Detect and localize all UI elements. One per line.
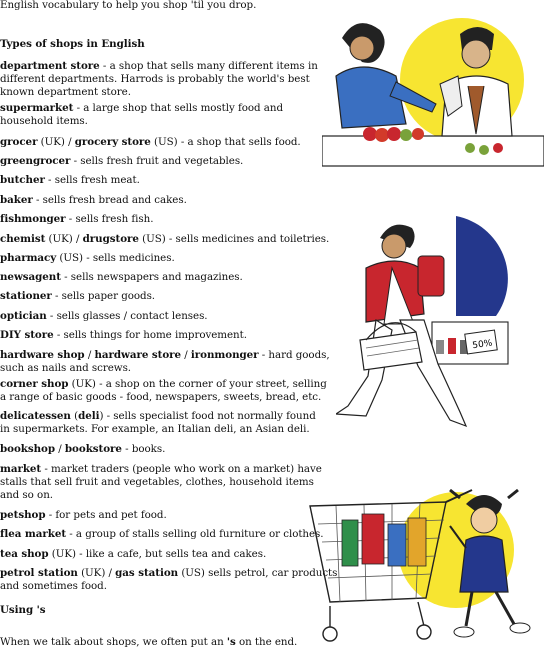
definition-text: (UK) /: [37, 136, 75, 148]
sale-sign-text: 50%: [471, 338, 494, 352]
definition-text: and so on.: [0, 489, 53, 501]
shop-term: deli: [78, 410, 100, 422]
definition-text: - sells fresh bread and cakes.: [32, 194, 187, 206]
entry-line: [0, 102, 283, 115]
entry-line: [0, 60, 318, 73]
shop-term: tea shop: [0, 548, 49, 560]
entry-line: [0, 155, 243, 168]
definition-text: known department store.: [0, 86, 131, 98]
entry-line: [0, 115, 88, 128]
entry-line: [0, 423, 310, 436]
shop-term: hardware store: [94, 349, 182, 361]
definition-text: (US) - sells medicines.: [56, 252, 175, 264]
definition-text: - a large shop that sells mostly food and: [73, 102, 284, 114]
shop-counter-illustration: [322, 8, 544, 170]
entry-line: [0, 73, 310, 86]
entry-line: [0, 136, 301, 149]
definition-text: (US) sells petrol, car products: [178, 567, 338, 579]
shop-term: grocery store: [74, 136, 151, 148]
using-text: [0, 636, 297, 649]
definition-text: - for pets and pet food.: [45, 509, 167, 521]
definition-text: and sometimes food.: [0, 580, 107, 592]
entry-line: [0, 86, 131, 99]
counter: [322, 136, 544, 166]
entry-line: [0, 174, 140, 187]
definition-text: - market traders (people who work on a market) have: [41, 463, 322, 475]
definition-text: - books.: [121, 443, 166, 455]
entry-line: [0, 310, 208, 323]
entry-line: [0, 476, 314, 489]
shop-term: supermarket: [0, 102, 74, 114]
entry-line: [0, 509, 167, 522]
shop-term: newsagent: [0, 271, 61, 283]
intro-line: English vocabulary to help you shop 'til you drop.: [0, 0, 257, 11]
definition-text: - a shop that sells many different items in: [99, 60, 318, 72]
entry-line: [0, 489, 53, 502]
blue-backdrop: [456, 216, 508, 316]
definition-text: (US) - sells medicines and toiletries.: [138, 233, 330, 245]
shop-term: hardware shop: [0, 349, 85, 361]
entry-line: [0, 567, 337, 580]
definition-text: - a group of stalls selling old furniture or clothes.: [66, 528, 324, 540]
shop-term: bookshop: [0, 443, 56, 455]
entry-line: [0, 410, 316, 423]
entry-line: [0, 290, 155, 303]
entry-line: [0, 213, 153, 226]
definition-text: - sells paper goods.: [51, 290, 156, 302]
shop-term: petrol station: [0, 567, 78, 579]
shop-term: pharmacy: [0, 252, 57, 264]
definition-text: - sells fresh meat.: [44, 174, 140, 186]
entry-line: [0, 391, 321, 404]
shop-term: 's: [226, 636, 236, 648]
shop-term: delicatessen: [0, 410, 71, 422]
shop-term: stationer: [0, 290, 52, 302]
entry-line: [0, 233, 329, 246]
trolley-goods: [342, 514, 426, 566]
entry-line: [0, 349, 330, 362]
entry-line: [0, 362, 131, 375]
definition-text: (UK) - like a cafe, but sells tea and cakes.: [48, 548, 267, 560]
definition-text: (US) - a shop that sells food.: [150, 136, 301, 148]
shop-term: DIY store: [0, 329, 54, 341]
shop-term: chemist: [0, 233, 46, 245]
shop-term: ironmonger: [190, 349, 259, 361]
shop-term: department store: [0, 60, 100, 72]
entry-line: [0, 580, 107, 593]
types-heading: Types of shops in English: [0, 38, 145, 50]
definition-text: household items.: [0, 115, 88, 127]
shop-term: drugstore: [82, 233, 139, 245]
definition-text: - hard goods,: [258, 349, 330, 361]
definition-text: /: [55, 443, 65, 455]
definition-text: /: [181, 349, 191, 361]
definition-text: such as nails and screws.: [0, 362, 132, 374]
definition-text: (: [70, 410, 79, 422]
shop-term: greengrocer: [0, 155, 71, 167]
entry-line: [0, 528, 324, 541]
entry-line: [0, 548, 266, 561]
shop-term: petshop: [0, 509, 46, 521]
shop-term: fishmonger: [0, 213, 66, 225]
entry-line: [0, 463, 322, 476]
definition-text: (UK) - a shop on the corner of your street, selling: [68, 378, 327, 390]
definition-text: different departments. Harrods is probably the world's best: [0, 73, 310, 85]
entry-line: [0, 443, 165, 456]
definition-text: in supermarkets. For example, an Italian deli, an Asian deli.: [0, 423, 310, 435]
shop-term: corner shop: [0, 378, 69, 390]
definition-text: (UK) /: [77, 567, 116, 579]
using-heading: Using 's: [0, 604, 46, 616]
shelf-items: [436, 338, 468, 354]
definition-text: - sells newspapers and magazines.: [60, 271, 243, 283]
shop-term: market: [0, 463, 42, 475]
definition-text: When we talk about shops, we often put an: [0, 636, 227, 648]
shop-term: baker: [0, 194, 33, 206]
shop-term: grocer: [0, 136, 38, 148]
girl-with-trolley-illustration: [306, 484, 546, 650]
definition-text: ) - sells specialist food not normally found: [99, 410, 316, 422]
definition-text: a range of basic goods - food, newspapers, sweets, bread, etc.: [0, 391, 322, 403]
shop-term: bookstore: [64, 443, 122, 455]
entry-line: [0, 271, 243, 284]
definition-text: - sells glasses / contact lenses.: [46, 310, 208, 322]
definition-text: (UK) /: [45, 233, 83, 245]
definition-text: stalls that sell fruit and vegetables, clothes, household items: [0, 476, 314, 488]
shop-term: flea market: [0, 528, 67, 540]
entry-line: [0, 329, 247, 342]
entry-line: [0, 194, 187, 207]
shop-term: butcher: [0, 174, 45, 186]
entry-line: [0, 252, 175, 265]
man-with-basket-illustration: [336, 208, 512, 450]
definition-text: - sells fresh fruit and vegetables.: [70, 155, 244, 167]
shop-term: optician: [0, 310, 47, 322]
definition-text: /: [84, 349, 95, 361]
definition-text: - sells fresh fish.: [65, 213, 154, 225]
definition-text: on the end.: [235, 636, 298, 648]
entry-line: [0, 378, 327, 391]
definition-text: - sells things for home improvement.: [53, 329, 247, 341]
shop-term: gas station: [115, 567, 179, 579]
